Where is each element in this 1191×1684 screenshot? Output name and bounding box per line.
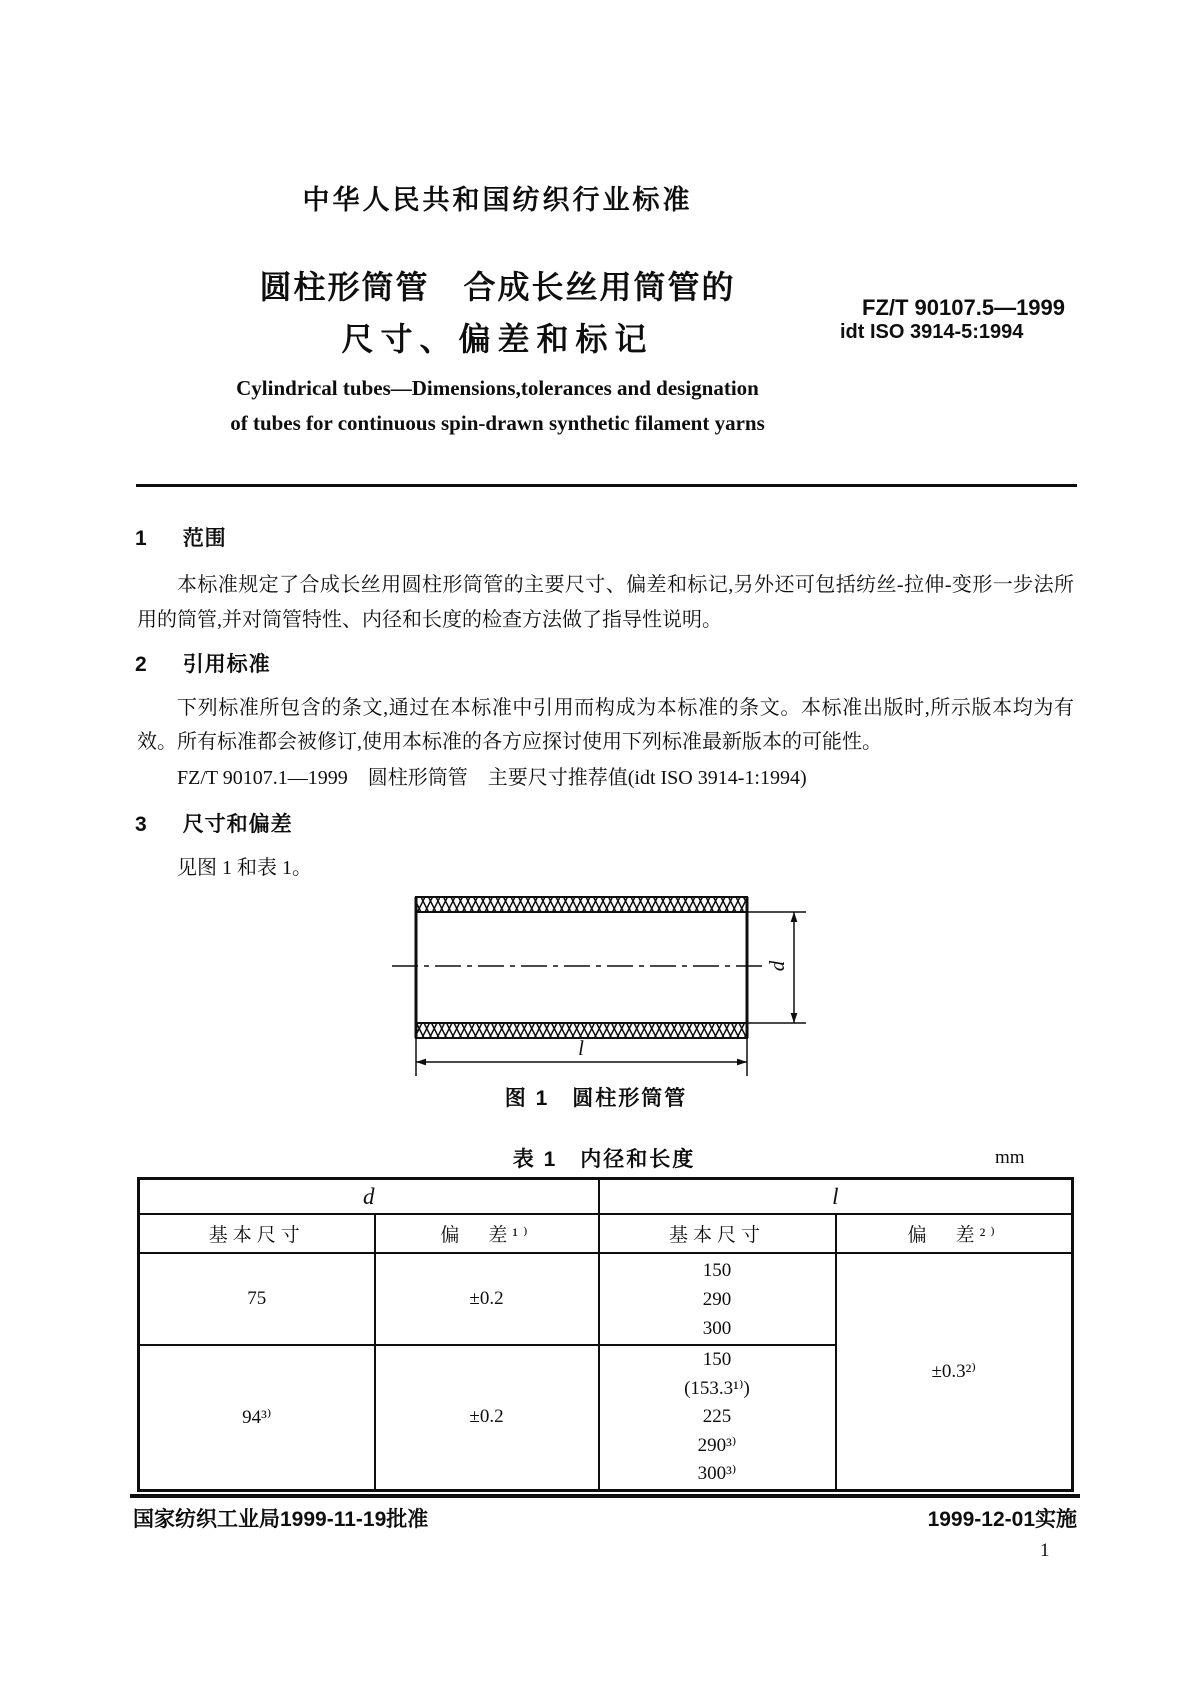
document-title-en-line2: of tubes for continuous spin-drawn synthetic filament yarns: [230, 411, 765, 435]
figure-1-caption: 图 1 圆柱形筒管: [504, 1087, 688, 1110]
implementation-date: 1999-12-01实施: [927, 1508, 1077, 1531]
column-header-l-deviation: 偏 差²⁾: [836, 1214, 1073, 1253]
l-value: 150: [702, 1259, 732, 1281]
cell-d-deviation-94: ±0.2: [375, 1345, 599, 1490]
l-value: 150: [702, 1349, 732, 1370]
l-value: 300³⁾: [697, 1463, 737, 1484]
cell-d-basic-94: 94³⁾: [139, 1345, 375, 1490]
column-header-d-basic: 基本尺寸: [139, 1214, 375, 1253]
footer-divider-rule: [130, 1494, 1080, 1498]
section-1-title: 范围: [182, 527, 227, 550]
group-header-l: l: [599, 1179, 1073, 1215]
section-2-title: 引用标准: [182, 653, 271, 676]
d-arrow-bottom: [791, 1013, 798, 1023]
l-value: 290: [702, 1288, 732, 1310]
cell-l-basic-list-94: [599, 1345, 836, 1490]
column-header-d-deviation: 偏 差¹⁾: [375, 1214, 599, 1253]
section-3-title: 尺寸和偏差: [182, 813, 293, 836]
section-1-number: 1: [135, 527, 147, 550]
d-arrow-top: [791, 912, 798, 922]
section-3-number: 3: [135, 813, 147, 836]
column-header-l-basic: 基本尺寸: [599, 1214, 836, 1253]
cell-l-deviation-merged: ±0.3²⁾: [836, 1253, 1073, 1490]
cell-d-deviation-75: ±0.2: [375, 1253, 599, 1345]
cell-l-basic-list-75: [599, 1253, 836, 1345]
standard-idt-iso: idt ISO 3914-5:1994: [840, 321, 1024, 343]
section-2-number: 2: [135, 653, 147, 676]
standard-number: FZ/T 90107.5—1999: [862, 295, 1066, 320]
l-value: 225: [702, 1406, 732, 1427]
table-group-header-row: [139, 1179, 1073, 1215]
referenced-standard-line: FZ/T 90107.1—1999 圆柱形筒管 主要尺寸推荐值(idt ISO 3914-1:1994): [177, 767, 807, 789]
approval-statement: 国家纺织工业局1999-11-19批准: [133, 1508, 429, 1531]
document-title-en-line1: Cylindrical tubes—Dimensions,tolerances and designation: [236, 376, 759, 400]
document-title-cn-line1: 圆柱形筒管 合成长丝用筒管的: [259, 269, 736, 305]
l-arrow-left: [416, 1059, 426, 1066]
tube-top-wall-hatch: [416, 897, 747, 912]
l-arrow-right: [737, 1059, 747, 1066]
figure-1-tube-drawing: [378, 886, 814, 1086]
figure-dimension-label-d: d: [765, 960, 789, 972]
national-standard-heading: 中华人民共和国纺织行业标准: [302, 185, 693, 215]
l-value: 300: [702, 1317, 732, 1339]
table-row-d75: [139, 1253, 1073, 1345]
table-1-dimensions: [137, 1177, 1074, 1492]
page-number: 1: [1040, 1540, 1050, 1561]
cell-d-basic-75: 75: [139, 1253, 375, 1345]
l-value: (153.3¹⁾): [684, 1377, 750, 1399]
table-unit-label: mm: [995, 1147, 1025, 1168]
section-2-paragraph: 下列标准所包含的条文,通过在本标准中引用而构成为本标准的条文。本标准出版时,所示版本均为有效。所有标准都会被修订,使用本标准的各方应探讨使用下列标准最新版本的可能性。: [137, 697, 1074, 753]
section-3-heading: [135, 808, 293, 838]
table-1-title: 表 1 内径和长度: [512, 1148, 696, 1171]
section-2-heading: [135, 648, 271, 678]
l-value: 290³⁾: [697, 1434, 737, 1456]
table-column-header-row: [139, 1214, 1073, 1253]
section-1-heading: [135, 522, 227, 552]
group-header-d: d: [139, 1179, 599, 1215]
standard-code-block: [840, 296, 1080, 344]
document-title-cn-line2: 尺寸、偏差和标记: [341, 321, 654, 357]
section-1-paragraph: 本标准规定了合成长丝用圆柱形筒管的主要尺寸、偏差和标记,另外还可包括纺丝-拉伸-变形一步法所用的筒管,并对筒管特性、内径和长度的检查方法做了指导性说明。: [137, 574, 1074, 631]
figure-dimension-label-l: l: [578, 1036, 584, 1060]
section-3-paragraph: 见图 1 和表 1。: [177, 857, 312, 879]
header-divider-rule: [136, 484, 1077, 487]
